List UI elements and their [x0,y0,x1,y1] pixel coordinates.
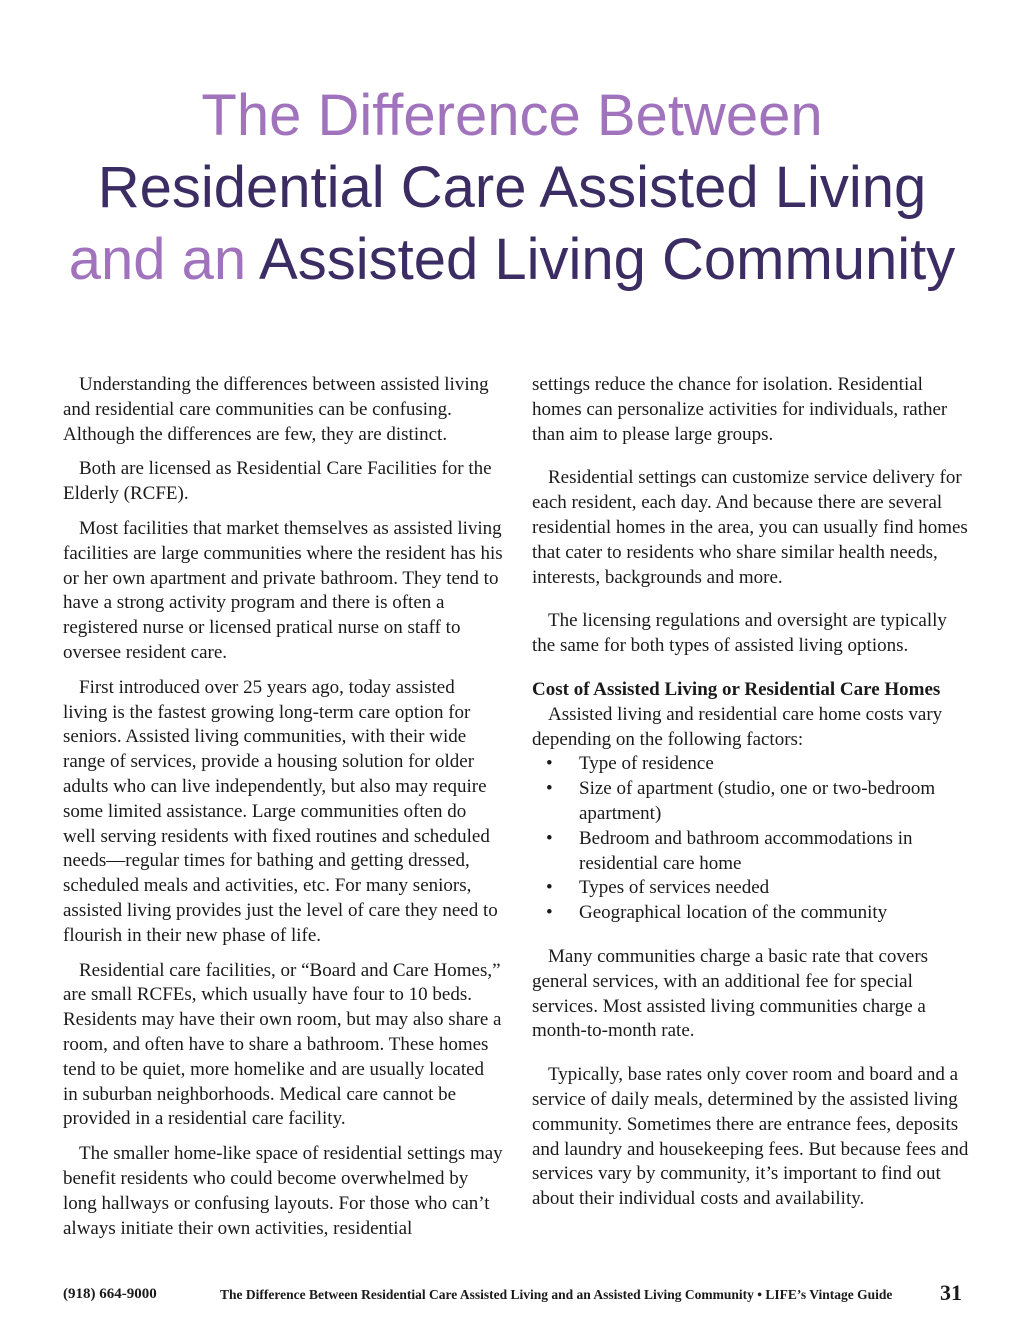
paragraph: The licensing regulations and oversight are typically the same for both types of assisted living options. [532,610,947,657]
left-column [63,373,503,1251]
list-item-text: Size of apartment (studio, one or two-bedroom apartment) [579,778,936,824]
paragraph: Understanding the differences between assisted living and residential care communities can be confusing. Although the differences are few, they are distinct. [63,374,489,445]
title-line-3-suffix: Assisted Living Community [259,227,956,292]
bullet-icon: • [546,877,553,899]
title-line-2: Residential Care Assisted Living [97,155,927,220]
section-heading: Cost of Assisted Living or Residential Care Homes [532,678,941,700]
title-line-3 [0,224,1024,296]
page-number: 31 [940,1280,962,1305]
list-item-text: Geographical location of the community [579,902,888,924]
title-line-1: The Difference Between [201,83,823,148]
list-item [532,752,972,777]
paragraph: Residential settings can customize service delivery for each resident, each day. And because there are several residential homes in the area, you can usually find homes that cater to residents who share similar health needs, interests, backgrounds and more. [532,467,968,588]
paragraph: settings reduce the chance for isolation. Residential homes can personalize activities for individuals, rather than aim to please large groups. [532,374,948,445]
paragraph: Both are licensed as Residential Care Facilities for the Elderly (RCFE). [63,458,492,505]
list-item [532,901,972,926]
paragraph: Typically, base rates only cover room and board and a service of daily meals, determined by the assisted living community. Sometimes there are entrance fees, deposits and laundry and housekeeping fees. But because fees and services vary by community, it’s important to find out about their individual costs and availability. [532,1064,969,1210]
paragraph: Many communities charge a basic rate that covers general services, with an additional fee for special services. Most assisted living communities charge a month-to-month rate. [532,945,929,1042]
bullet-icon: • [546,778,553,800]
list-item [532,827,972,877]
footer-running-title: The Difference Between Residential Care Assisted Living and an Assisted Living Community • LIFE’s Vintage Guide [220,1287,893,1302]
bullet-icon: • [546,753,553,775]
list-item [532,777,972,827]
bullet-icon: • [546,902,553,924]
paragraph: First introduced over 25 years ago, today assisted living is the fastest growing long-term care option for seniors. Assisted living communities, with their wide range of services, provide a housing solution for older adults who can live independently, but also may require some limited assistance. Large communities often do well serving residents with fixed routines and scheduled needs—regular times for bathing and getting dressed, scheduled meals and activities, etc. For many seniors, assisted living provides just the level of care they need to flourish in their new phase of life. [63,676,498,946]
list-item-text: Types of services needed [579,877,770,899]
paragraph: Assisted living and residential care home costs vary depending on the following factors: [532,703,943,750]
page-footer [0,1280,1024,1310]
paragraph: The smaller home-like space of residential settings may benefit residents who could become overwhelmed by long hallways or confusing layouts. For those who can’t always initiate their own activities, residential [63,1143,503,1239]
footer-phone: (918) 664-9000 [63,1286,157,1302]
list-item-text: Bedroom and bathroom accommodations in residential care home [579,827,913,874]
paragraph: Most facilities that market themselves as assisted living facilities are large communities where the resident has his or her own apartment and private bathroom. They tend to have a strong activity program and there is often a registered nurse or licensed pratical nurse on staff to oversee resident care. [63,517,503,663]
page-title [0,80,1024,296]
title-line-3-prefix: and an [68,227,260,292]
right-column [532,373,972,1231]
paragraph: Residential care facilities, or “Board and Care Homes,” are small RCFEs, which usually have four to 10 beds. Residents may have their own room, but may also share a room, and often have to share a bathroom. These homes tend to be quiet, more homelike and are usually located in suburban neighborhoods. Medical care cannot be provided in a residential care facility. [63,959,502,1130]
bullet-icon: • [546,827,553,849]
list-item-text: Type of residence [579,753,714,775]
bullet-list [532,752,972,926]
list-item [532,876,972,901]
